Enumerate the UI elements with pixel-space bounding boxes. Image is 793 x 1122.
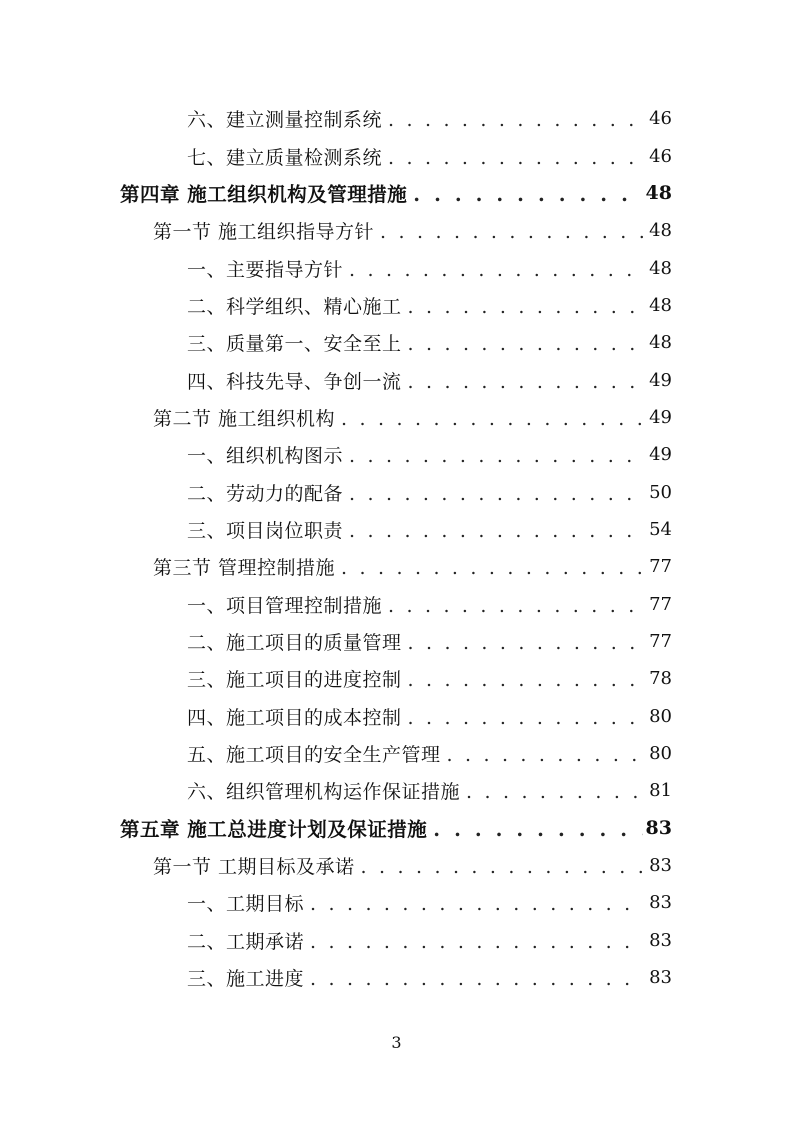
toc-entry-label: 三、质量第一、安全至上	[187, 333, 402, 356]
toc-entry[interactable]	[0, 137, 793, 174]
toc-leader-dots	[407, 183, 643, 206]
toc-entry-label: 第一节 工期目标及承诺	[153, 856, 355, 879]
toc-entry[interactable]	[0, 660, 793, 697]
toc-entry-page: 83	[649, 855, 672, 877]
toc-leader-dots	[343, 259, 643, 281]
toc-entry-page: 83	[645, 817, 672, 840]
toc-entry-page: 83	[649, 929, 672, 951]
toc-entry-label: 一、工期目标	[187, 893, 305, 916]
toc-entry-label: 四、施工项目的成本控制	[187, 706, 402, 729]
toc-section-entry[interactable]	[0, 399, 793, 436]
toc-entry-page: 48	[649, 294, 672, 316]
toc-entry-page: 48	[649, 257, 672, 279]
toc-entry-label: 第三节 管理控制措施	[153, 557, 336, 580]
toc-entry-label: 七、建立质量检测系统	[187, 146, 383, 169]
toc-entry[interactable]	[0, 100, 793, 137]
toc-leader-dots	[304, 931, 643, 953]
toc-leader-dots	[343, 483, 643, 505]
toc-entry-page: 49	[649, 444, 672, 466]
toc-entry-label: 二、工期承诺	[187, 930, 305, 953]
toc-entry[interactable]	[0, 511, 793, 548]
toc-entry-page: 50	[649, 481, 672, 503]
toc-leader-dots	[441, 744, 643, 766]
toc-entry-page: 83	[649, 892, 672, 914]
toc-entry[interactable]	[0, 884, 793, 921]
toc-entry-page: 54	[649, 518, 672, 540]
toc-entry[interactable]	[0, 772, 793, 809]
toc-entry-page: 83	[649, 967, 672, 989]
toc-leader-dots	[304, 893, 643, 915]
toc-leader-dots	[304, 968, 643, 990]
toc-entry-page: 77	[649, 593, 672, 615]
toc-entry-page: 49	[649, 406, 672, 428]
toc-leader-dots	[382, 595, 643, 617]
toc-entry-label: 三、项目岗位职责	[187, 519, 344, 542]
toc-leader-dots	[343, 445, 643, 467]
toc-entry-label: 五、施工项目的安全生产管理	[187, 744, 441, 767]
toc-entry-label: 二、施工项目的质量管理	[187, 631, 402, 654]
toc-entry[interactable]	[0, 287, 793, 324]
toc-leader-dots	[343, 520, 643, 542]
toc-leader-dots	[355, 856, 643, 878]
toc-leader-dots	[382, 109, 643, 131]
toc-entry-label: 六、组织管理机构运作保证措施	[187, 781, 461, 804]
toc-entry-label: 六、建立测量控制系统	[187, 109, 383, 132]
toc-leader-dots	[335, 408, 643, 430]
toc-entry-page: 48	[649, 220, 672, 242]
toc-chapter-entry[interactable]	[0, 810, 793, 847]
toc-entry-label: 一、组织机构图示	[187, 445, 344, 468]
toc-section-entry[interactable]	[0, 847, 793, 884]
table-of-contents	[0, 100, 793, 996]
toc-leader-dots	[382, 147, 643, 169]
toc-leader-dots	[402, 632, 643, 654]
toc-entry[interactable]	[0, 361, 793, 398]
toc-entry[interactable]	[0, 324, 793, 361]
toc-entry-page: 48	[649, 332, 672, 354]
toc-entry[interactable]	[0, 959, 793, 996]
toc-entry-page: 49	[649, 369, 672, 391]
toc-entry[interactable]	[0, 922, 793, 959]
toc-entry-page: 77	[649, 556, 672, 578]
toc-entry-page: 80	[649, 705, 672, 727]
toc-entry[interactable]	[0, 585, 793, 622]
toc-chapter-entry[interactable]	[0, 175, 793, 212]
toc-entry-label: 一、主要指导方针	[187, 258, 344, 281]
toc-entry-page: 48	[645, 182, 672, 205]
toc-entry-page: 80	[649, 743, 672, 765]
toc-leader-dots	[402, 333, 643, 355]
toc-leader-dots	[402, 669, 643, 691]
toc-entry-label: 三、施工进度	[187, 968, 305, 991]
toc-leader-dots	[335, 557, 643, 579]
page-number: 3	[391, 1033, 402, 1052]
toc-leader-dots	[402, 371, 643, 393]
toc-entry-label: 二、科学组织、精心施工	[187, 295, 402, 318]
toc-entry-page: 46	[649, 145, 672, 167]
toc-entry-label: 第一节 施工组织指导方针	[153, 221, 375, 244]
toc-entry-label: 一、项目管理控制措施	[187, 594, 383, 617]
toc-entry-label: 第二节 施工组织机构	[153, 407, 336, 430]
toc-entry[interactable]	[0, 249, 793, 286]
toc-entry-page: 46	[649, 108, 672, 130]
toc-leader-dots	[460, 781, 643, 803]
toc-leader-dots	[402, 707, 643, 729]
toc-entry[interactable]	[0, 623, 793, 660]
toc-entry-page: 78	[649, 668, 672, 690]
toc-section-entry[interactable]	[0, 548, 793, 585]
toc-entry-label: 四、科技先导、争创一流	[187, 370, 402, 393]
toc-entry-label: 第五章 施工总进度计划及保证措施	[120, 818, 428, 842]
toc-entry-label: 第四章 施工组织机构及管理措施	[120, 183, 408, 207]
toc-entry[interactable]	[0, 698, 793, 735]
toc-leader-dots	[374, 221, 643, 243]
toc-entry-page: 81	[649, 780, 672, 802]
toc-entry[interactable]	[0, 436, 793, 473]
toc-entry[interactable]	[0, 735, 793, 772]
toc-leader-dots	[402, 296, 643, 318]
toc-section-entry[interactable]	[0, 212, 793, 249]
toc-entry-label: 二、劳动力的配备	[187, 482, 344, 505]
toc-entry-label: 三、施工项目的进度控制	[187, 669, 402, 692]
toc-leader-dots	[427, 818, 643, 841]
toc-entry[interactable]	[0, 473, 793, 510]
toc-entry-page: 77	[649, 630, 672, 652]
